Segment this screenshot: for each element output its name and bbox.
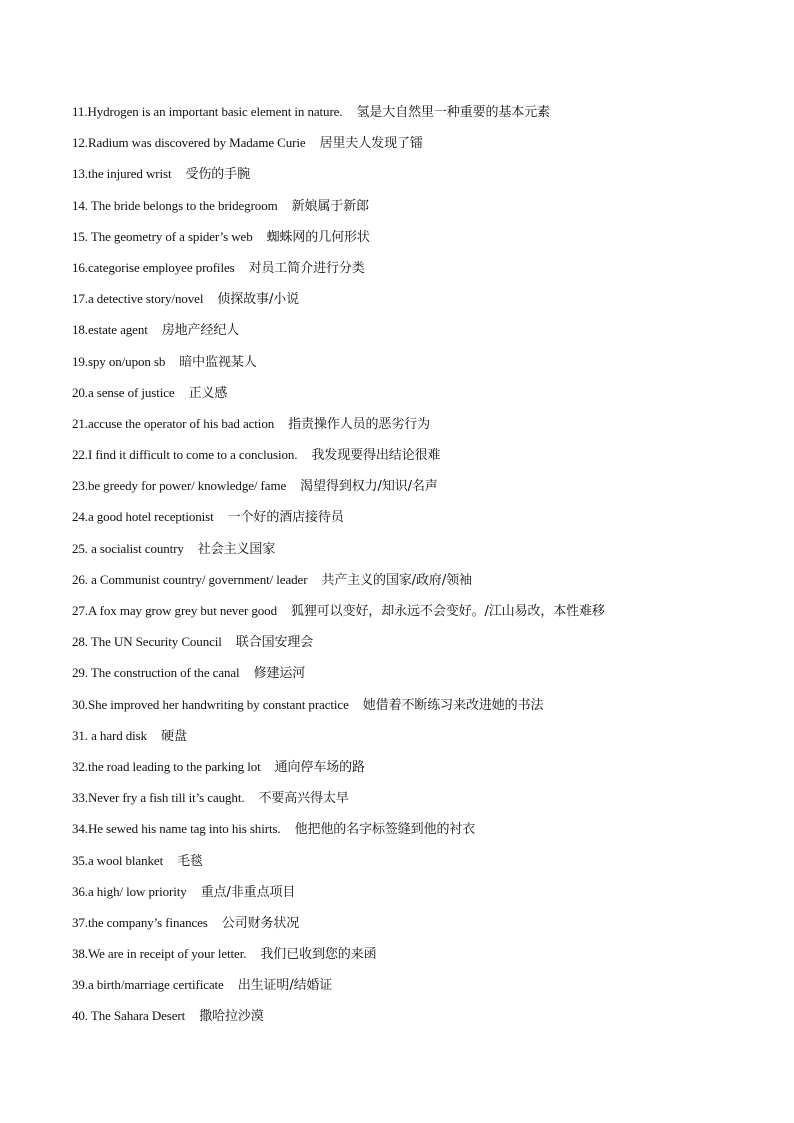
english-phrase: 40. The Sahara Desert xyxy=(72,1008,186,1024)
english-phrase: 25. a socialist country xyxy=(72,540,184,556)
english-phrase: 18.estate agent xyxy=(72,322,148,338)
list-item xyxy=(72,725,772,756)
list-item xyxy=(72,818,772,849)
english-phrase: 26. a Communist country/ government/ leader xyxy=(72,571,308,587)
english-phrase: 20.a sense of justice xyxy=(72,384,175,400)
chinese-translation: 居里夫人发现了镭 xyxy=(319,136,423,152)
list-item xyxy=(72,631,772,662)
english-phrase: 21.accuse the operator of his bad action xyxy=(72,415,275,431)
english-phrase: 12.Radium was discovered by Madame Curie xyxy=(72,135,306,151)
list-item xyxy=(72,694,772,725)
english-phrase: 11.Hydrogen is an important basic element in nature. xyxy=(72,104,343,119)
list-item xyxy=(72,943,772,974)
chinese-translation: 修建运河 xyxy=(253,666,306,682)
chinese-translation: 氢是大自然里一种重要的基本元素 xyxy=(356,105,551,120)
list-item xyxy=(72,538,772,569)
list-item xyxy=(72,195,772,226)
english-phrase: 31. a hard disk xyxy=(72,727,148,743)
english-phrase: 24.a good hotel receptionist xyxy=(72,509,214,525)
chinese-translation: 侦探故事/小说 xyxy=(217,292,300,308)
english-phrase: 29. The construction of the canal xyxy=(72,665,240,681)
english-phrase: 22.I find it difficult to come to a conclusion. xyxy=(72,447,298,463)
list-item xyxy=(72,881,772,912)
english-phrase: 30.She improved her handwriting by constant practice xyxy=(72,696,349,712)
english-phrase: 35.a wool blanket xyxy=(72,852,164,868)
chinese-translation: 他把他的名字标签缝到他的衬衣 xyxy=(294,822,476,838)
list-item xyxy=(72,600,772,631)
list-item xyxy=(72,226,772,257)
list-item xyxy=(72,163,772,194)
chinese-translation: 公司财务状况 xyxy=(221,915,300,931)
list-item xyxy=(72,569,772,600)
chinese-translation: 我们已收到您的来函 xyxy=(260,947,377,963)
chinese-translation: 她借着不断练习来改进她的书法 xyxy=(362,697,544,713)
english-phrase: 36.a high/ low priority xyxy=(72,883,187,899)
list-item xyxy=(72,101,772,132)
english-phrase: 37.the company’s finances xyxy=(72,914,208,930)
english-phrase: 33.Never fry a fish till it’s caught. xyxy=(72,790,245,806)
list-item xyxy=(72,475,772,506)
list-item xyxy=(72,787,772,818)
english-phrase: 39.a birth/marriage certificate xyxy=(72,977,224,993)
english-phrase: 28. The UN Security Council xyxy=(72,634,222,650)
english-phrase: 32.the road leading to the parking lot xyxy=(72,758,261,774)
english-phrase: 15. The geometry of a spider’s web xyxy=(72,228,253,244)
chinese-translation: 通向停车场的路 xyxy=(274,759,365,775)
chinese-translation: 一个好的酒店接待员 xyxy=(227,510,344,526)
chinese-translation: 硬盘 xyxy=(161,728,187,744)
list-item xyxy=(72,444,772,475)
chinese-translation: 蜘蛛网的几何形状 xyxy=(266,229,370,245)
list-item xyxy=(72,974,772,1005)
english-phrase: 17.a detective story/novel xyxy=(72,291,204,307)
chinese-translation: 新娘属于新郎 xyxy=(291,198,370,214)
list-item xyxy=(72,288,772,319)
list-item xyxy=(72,756,772,787)
english-phrase: 14. The bride belongs to the bridegroom xyxy=(72,197,278,213)
list-item xyxy=(72,132,772,163)
chinese-translation: 指责操作人员的恶劣行为 xyxy=(288,416,431,432)
chinese-translation: 渴望得到权力/知识/名声 xyxy=(300,479,438,495)
chinese-translation: 暗中监视某人 xyxy=(179,354,257,370)
english-phrase: 38.We are in receipt of your letter. xyxy=(72,946,247,962)
chinese-translation: 社会主义国家 xyxy=(197,541,276,557)
chinese-translation: 我发现要得出结论很难 xyxy=(311,448,441,464)
chinese-translation: 出生证明/结婚证 xyxy=(237,978,333,994)
chinese-translation: 重点/非重点项目 xyxy=(200,884,296,900)
english-phrase: 34.He sewed his name tag into his shirts. xyxy=(72,821,281,837)
chinese-translation: 房地产经纪人 xyxy=(161,323,240,339)
list-item xyxy=(72,257,772,288)
english-phrase: 27.A fox may grow grey but never good xyxy=(72,603,277,618)
list-item xyxy=(72,506,772,537)
english-phrase: 19.spy on/upon sb xyxy=(72,353,166,369)
chinese-translation: 不要高兴得太早 xyxy=(258,791,349,807)
chinese-translation: 共产主义的国家/政府/领袖 xyxy=(321,572,472,588)
chinese-translation: 联合国安理会 xyxy=(235,635,314,651)
list-item xyxy=(72,662,772,693)
english-phrase: 23.be greedy for power/ knowledge/ fame xyxy=(72,478,287,494)
chinese-translation: 撒哈拉沙漠 xyxy=(199,1009,264,1025)
list-item xyxy=(72,1005,772,1036)
list-item xyxy=(72,351,772,382)
english-phrase: 16.categorise employee profiles xyxy=(72,259,235,275)
list-item xyxy=(72,413,772,444)
chinese-translation: 受伤的手腕 xyxy=(185,167,250,183)
vocabulary-list xyxy=(72,101,772,1037)
chinese-translation: 毛毯 xyxy=(177,853,203,869)
list-item xyxy=(72,912,772,943)
list-item xyxy=(72,319,772,350)
chinese-translation: 狐狸可以变好，却永远不会变好。/江山易改，本性难移 xyxy=(290,604,605,619)
chinese-translation: 正义感 xyxy=(188,385,228,401)
english-phrase: 13.the injured wrist xyxy=(72,166,172,182)
chinese-translation: 对员工简介进行分类 xyxy=(248,260,365,276)
list-item xyxy=(72,382,772,413)
list-item xyxy=(72,850,772,881)
